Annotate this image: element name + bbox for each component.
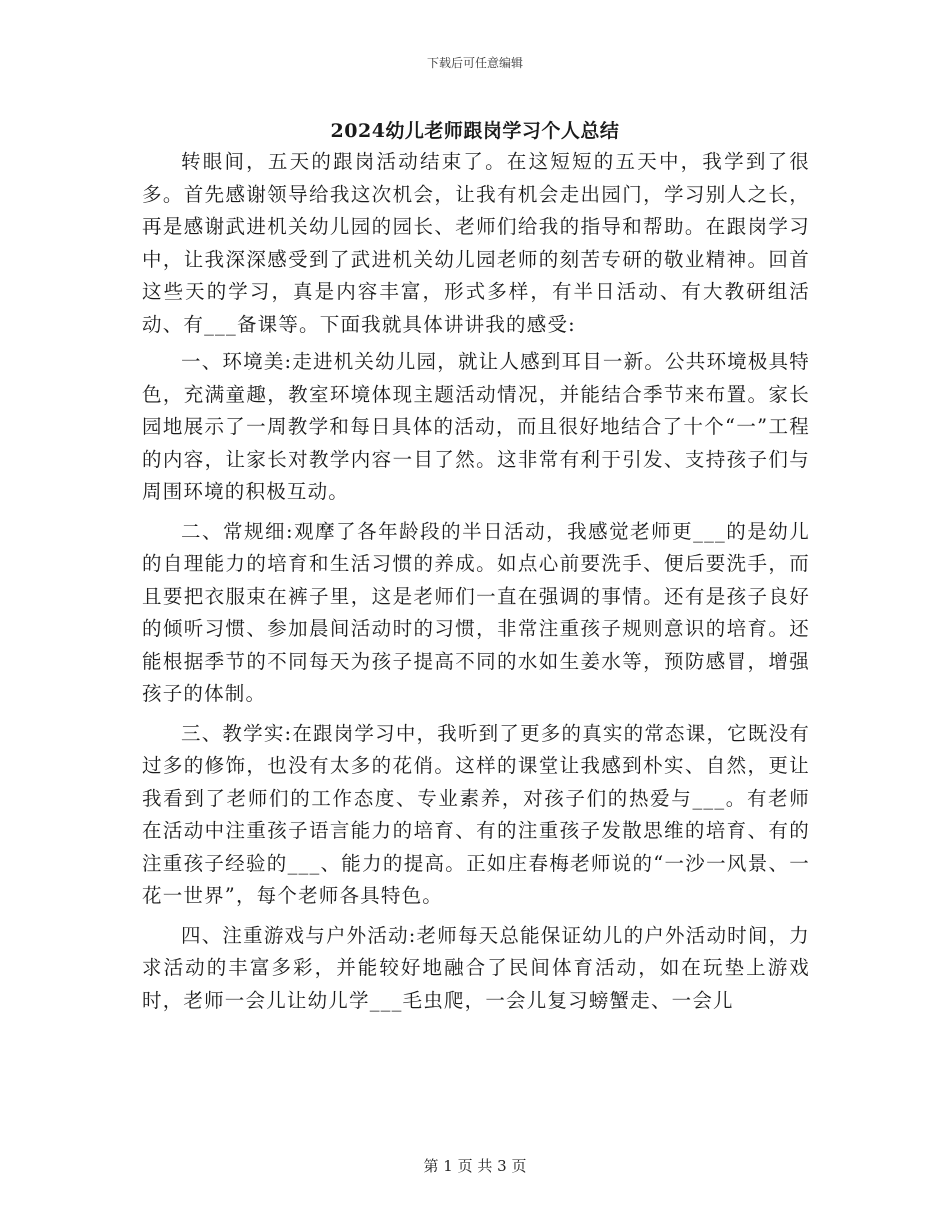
page-header-note: 下载后可任意编辑 [426, 56, 523, 70]
page-number: 第 1 页 共 3 页 [423, 1157, 527, 1175]
document-body [142, 146, 810, 1024]
document-title: 2024幼儿老师跟岗学习个人总结 [330, 120, 620, 142]
paragraph-routine: 二、常规细:观摩了各年龄段的半日活动，我感觉老师更___的是幼儿的自理能力的培育和生活习惯的养成。如点心前要洗手、便后要洗手，而且要把衣服束在裤子里，这是老师们一直在强调的事情。还有是孩子良好的倾听习惯、参加晨间活动时的习惯，非常注重孩子规则意识的培育。还能根据季节的不同每天为孩子提高不同的水如生姜水等，预防感冒，增强孩子的体制。 [142, 519, 810, 705]
paragraph-games-outdoor: 四、注重游戏与户外活动:老师每天总能保证幼儿的户外活动时间，力求活动的丰富多彩，并能较好地融合了民间体育活动，如在玩垫上游戏时，老师一会儿让幼儿学___毛虫爬，一会儿复习螃蟹走、一会儿 [142, 923, 810, 1012]
paragraph-intro: 转眼间，五天的跟岗活动结束了。在这短短的五天中，我学到了很多。首先感谢领导给我这次机会，让我有机会走出园门，学习别人之长，再是感谢武进机关幼儿园的园长、老师们给我的指导和帮助。在跟岗学习中，让我深深感受到了武进机关幼儿园老师的刻苦专研的敬业精神。回首这些天的学习，真是内容丰富，形式多样，有半日活动、有大教研组活动、有___备课等。下面我就具体讲讲我的感受: [142, 150, 810, 336]
paragraph-environment: 一、环境美:走进机关幼儿园，就让人感到耳目一新。公共环境极具特色，充满童趣，教室环境体现主题活动情况，并能结合季节来布置。家长园地展示了一周教学和每日具体的活动，而且很好地结合了十个“一”工程的内容，让家长对教学内容一目了然。这非常有利于引发、支持孩子们与周围环境的积极互动。 [142, 350, 810, 503]
paragraph-teaching: 三、教学实:在跟岗学习中，我听到了更多的真实的常态课，它既没有过多的修饰，也没有太多的花俏。这样的课堂让我感到朴实、自然，更让我看到了老师们的工作态度、专业素养，对孩子们的热爱与___。有老师在活动中注重孩子语言能力的培育、有的注重孩子发散思维的培育、有的注重孩子经验的___、能力的提高。正如庄春梅老师说的“一沙一风景、一花一世界”，每个老师各具特色。 [142, 721, 810, 907]
